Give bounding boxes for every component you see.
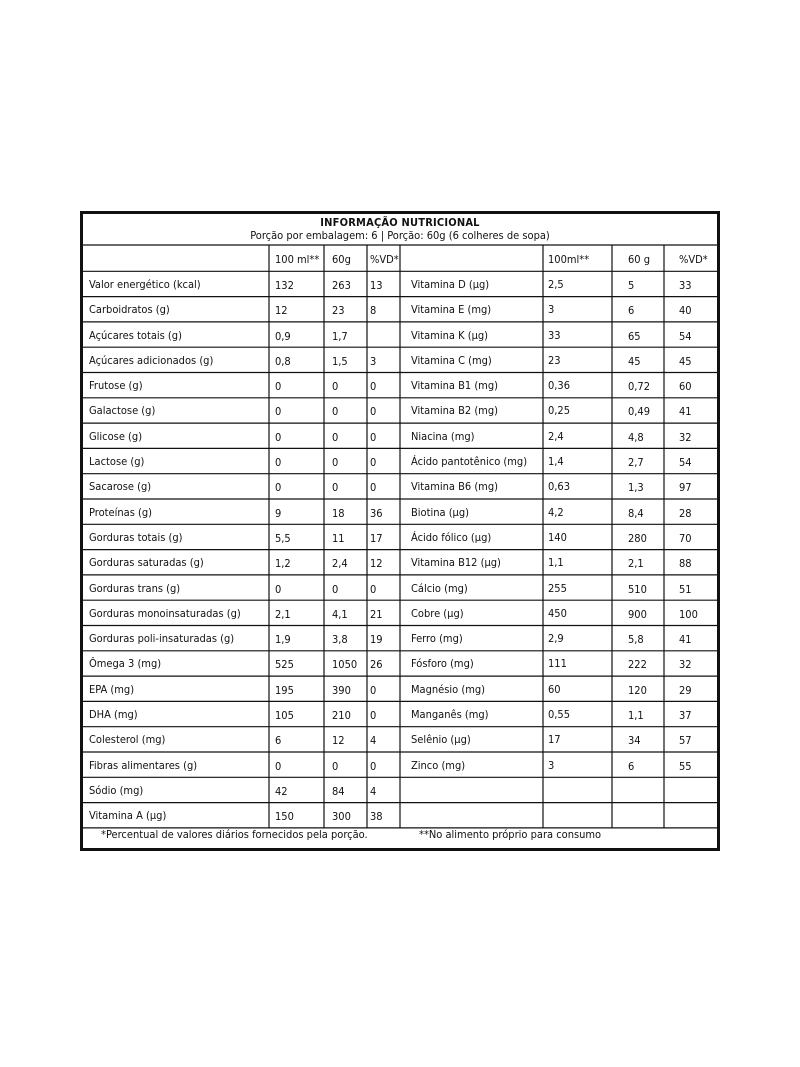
value-100ml: 2,1 — [275, 607, 291, 621]
value-60g: 390 — [332, 683, 351, 697]
value-vd: 0 — [370, 456, 377, 470]
value-60g: 45 — [628, 354, 641, 368]
value-60g: 120 — [628, 683, 647, 697]
nutrient-name: Carboidratos (g) — [89, 303, 170, 317]
value-100ml: 6 — [275, 734, 282, 748]
value-60g: 1,7 — [332, 329, 348, 343]
value-60g: 0 — [332, 456, 339, 470]
value-vd: 97 — [679, 481, 692, 495]
nutrient-name: Açúcares adicionados (g) — [89, 353, 214, 367]
value-vd: 32 — [679, 430, 692, 444]
value-100ml: 140 — [548, 530, 567, 544]
value-vd: 32 — [679, 658, 692, 672]
nutrient-name: DHA (mg) — [89, 708, 138, 722]
value-100ml: 4,2 — [548, 505, 564, 519]
value-vd: 45 — [679, 354, 692, 368]
value-vd: 3 — [370, 354, 377, 368]
value-60g: 4,1 — [332, 607, 348, 621]
value-60g: 1,3 — [628, 481, 644, 495]
value-100ml: 0,55 — [548, 708, 571, 722]
value-60g: 0,72 — [628, 380, 651, 394]
value-100ml: 3 — [548, 303, 555, 317]
nutrient-name: Cobre (µg) — [411, 606, 464, 620]
nutrient-name: Vitamina C (mg) — [411, 353, 492, 367]
column-header: %VD* — [679, 252, 708, 266]
value-vd: 0 — [370, 380, 377, 394]
value-vd: 100 — [679, 607, 698, 621]
nutrient-name: Vitamina E (mg) — [411, 303, 492, 317]
footnote-vd: *Percentual de valores diários fornecidos pela porção. — [101, 828, 368, 841]
value-vd: 21 — [370, 607, 383, 621]
value-vd: 41 — [679, 633, 692, 647]
value-vd: 0 — [370, 430, 377, 444]
value-vd: 12 — [370, 557, 383, 571]
value-60g: 6 — [628, 759, 635, 773]
nutrient-name: Vitamina B12 (µg) — [411, 556, 501, 570]
value-60g: 0 — [332, 405, 339, 419]
portion-info: Porção por embalagem: 6 | Porção: 60g (6 colheres de sopa) — [250, 229, 550, 242]
nutrient-name: Vitamina K (µg) — [411, 328, 489, 342]
value-60g: 18 — [332, 506, 345, 520]
nutrient-name: Valor energético (kcal) — [89, 277, 201, 291]
value-100ml: 0 — [275, 759, 282, 773]
nutrient-name: Zinco (mg) — [411, 758, 466, 772]
value-100ml: 2,9 — [548, 632, 564, 646]
value-vd: 60 — [679, 380, 692, 394]
nutrient-name: Galactose (g) — [89, 404, 156, 418]
value-100ml: 525 — [275, 658, 294, 672]
nutrient-name: Ácido pantotênico (mg) — [411, 455, 528, 469]
value-100ml: 450 — [548, 606, 567, 620]
value-vd: 55 — [679, 759, 692, 773]
value-vd: 19 — [370, 633, 383, 647]
value-60g: 0,49 — [628, 405, 651, 419]
value-vd: 57 — [679, 734, 692, 748]
value-vd: 0 — [370, 582, 377, 596]
value-100ml: 42 — [275, 784, 288, 798]
value-vd: 0 — [370, 405, 377, 419]
nutrient-name: Fibras alimentares (g) — [89, 758, 198, 772]
column-header: %VD* — [370, 252, 399, 266]
value-100ml: 1,9 — [275, 633, 291, 647]
value-60g: 0 — [332, 380, 339, 394]
value-100ml: 0,8 — [275, 354, 291, 368]
nutrient-name: Ômega 3 (mg) — [89, 657, 162, 671]
value-60g: 23 — [332, 304, 345, 318]
value-100ml: 2,5 — [548, 277, 564, 291]
nutrient-name: Proteínas (g) — [89, 505, 153, 519]
value-100ml: 195 — [275, 683, 294, 697]
nutrient-name: Ácido fólico (µg) — [411, 530, 492, 544]
nutrient-name: Açúcares totais (g) — [89, 328, 182, 342]
nutrition-facts-panel — [80, 211, 720, 851]
value-60g: 4,8 — [628, 430, 644, 444]
value-60g: 5 — [628, 278, 635, 292]
value-vd: 40 — [679, 304, 692, 318]
value-60g: 1,5 — [332, 354, 348, 368]
value-100ml: 0 — [275, 456, 282, 470]
value-60g: 8,4 — [628, 506, 644, 520]
value-100ml: 23 — [548, 353, 561, 367]
value-vd: 29 — [679, 683, 692, 697]
nutrient-name: Selênio (µg) — [411, 733, 471, 747]
nutrient-name: Magnésio (mg) — [411, 682, 486, 696]
nutrient-name: Vitamina B2 (mg) — [411, 404, 498, 418]
value-60g: 84 — [332, 784, 345, 798]
value-60g: 1050 — [332, 658, 358, 672]
value-60g: 900 — [628, 607, 647, 621]
value-100ml: 0,63 — [548, 480, 571, 494]
nutrient-name: Sódio (mg) — [89, 783, 144, 797]
nutrient-name: Manganês (mg) — [411, 708, 489, 722]
column-header: 100 ml** — [275, 252, 320, 266]
value-60g: 2,7 — [628, 456, 644, 470]
nutrient-name: Sacarose (g) — [89, 480, 152, 494]
value-vd: 0 — [370, 481, 377, 495]
value-vd: 0 — [370, 683, 377, 697]
value-100ml: 0,9 — [275, 329, 291, 343]
value-vd: 28 — [679, 506, 692, 520]
value-60g: 0 — [332, 759, 339, 773]
value-100ml: 17 — [548, 733, 561, 747]
value-100ml: 0 — [275, 430, 282, 444]
value-100ml: 0,36 — [548, 379, 571, 393]
column-header: 100ml** — [548, 252, 590, 266]
value-vd: 8 — [370, 304, 377, 318]
value-100ml: 1,4 — [548, 455, 564, 469]
value-100ml: 60 — [548, 682, 561, 696]
value-vd: 88 — [679, 557, 692, 571]
nutrient-name: Vitamina A (µg) — [89, 809, 167, 823]
column-header: 60g — [332, 252, 351, 266]
value-100ml: 150 — [275, 810, 294, 824]
value-100ml: 0,25 — [548, 404, 571, 418]
value-100ml: 3 — [548, 758, 555, 772]
value-60g: 11 — [332, 531, 345, 545]
value-60g: 34 — [628, 734, 641, 748]
value-vd: 13 — [370, 278, 383, 292]
value-vd: 36 — [370, 506, 383, 520]
nutrient-name: Gorduras monoinsaturadas (g) — [89, 606, 241, 620]
value-vd: 4 — [370, 734, 377, 748]
value-100ml: 1,2 — [275, 557, 291, 571]
value-100ml: 132 — [275, 278, 294, 292]
value-60g: 2,4 — [332, 557, 348, 571]
nutrient-name: Vitamina B1 (mg) — [411, 379, 498, 393]
value-vd: 37 — [679, 709, 692, 723]
nutrient-name: Ferro (mg) — [411, 632, 463, 646]
value-60g: 0 — [332, 430, 339, 444]
nutrient-name: Gorduras saturadas (g) — [89, 556, 204, 570]
value-60g: 6 — [628, 304, 635, 318]
value-100ml: 0 — [275, 481, 282, 495]
value-vd: 0 — [370, 759, 377, 773]
nutrient-name: Cálcio (mg) — [411, 581, 468, 595]
value-100ml: 2,4 — [548, 429, 564, 443]
value-60g: 65 — [628, 329, 641, 343]
value-60g: 222 — [628, 658, 647, 672]
value-vd: 26 — [370, 658, 383, 672]
value-vd: 41 — [679, 405, 692, 419]
value-vd: 54 — [679, 329, 692, 343]
value-100ml: 33 — [548, 328, 561, 342]
value-60g: 280 — [628, 531, 647, 545]
nutrient-name: Glicose (g) — [89, 429, 143, 443]
value-vd: 54 — [679, 456, 692, 470]
value-60g: 510 — [628, 582, 647, 596]
value-100ml: 0 — [275, 405, 282, 419]
nutrient-name: Gorduras poli-insaturadas (g) — [89, 632, 235, 646]
value-60g: 0 — [332, 481, 339, 495]
value-60g: 3,8 — [332, 633, 348, 647]
value-60g: 2,1 — [628, 557, 644, 571]
nutrient-name: Frutose (g) — [89, 379, 143, 393]
value-100ml: 9 — [275, 506, 282, 520]
nutrient-name: Niacina (mg) — [411, 429, 475, 443]
nutrient-name: Fósforo (mg) — [411, 657, 474, 671]
value-60g: 1,1 — [628, 709, 644, 723]
value-vd: 33 — [679, 278, 692, 292]
value-60g: 300 — [332, 810, 351, 824]
value-60g: 12 — [332, 734, 345, 748]
value-100ml: 1,1 — [548, 556, 564, 570]
nutrient-name: Colesterol (mg) — [89, 733, 166, 747]
nutrient-name: Gorduras trans (g) — [89, 581, 181, 595]
footnote-consumption: **No alimento próprio para consumo — [419, 828, 602, 841]
value-100ml: 5,5 — [275, 531, 291, 545]
nutrient-name: Vitamina B6 (mg) — [411, 480, 498, 494]
value-vd: 17 — [370, 531, 383, 545]
value-100ml: 255 — [548, 581, 567, 595]
value-vd: 4 — [370, 784, 377, 798]
value-100ml: 111 — [548, 657, 567, 671]
nutrient-name: Vitamina D (µg) — [411, 277, 490, 291]
table-title: INFORMAÇÃO NUTRICIONAL — [320, 216, 480, 229]
value-vd: 0 — [370, 709, 377, 723]
value-100ml: 0 — [275, 582, 282, 596]
value-60g: 0 — [332, 582, 339, 596]
value-60g: 5,8 — [628, 633, 644, 647]
column-header: 60 g — [628, 252, 651, 266]
value-60g: 210 — [332, 709, 351, 723]
nutrient-name: Lactose (g) — [89, 455, 145, 469]
nutrient-name: EPA (mg) — [89, 682, 135, 696]
value-vd: 70 — [679, 531, 692, 545]
value-60g: 263 — [332, 278, 351, 292]
value-100ml: 105 — [275, 709, 294, 723]
nutrient-name: Biotina (µg) — [411, 505, 470, 519]
value-100ml: 12 — [275, 304, 288, 318]
nutrient-name: Gorduras totais (g) — [89, 530, 183, 544]
value-100ml: 0 — [275, 380, 282, 394]
value-vd: 38 — [370, 810, 383, 824]
value-vd: 51 — [679, 582, 692, 596]
